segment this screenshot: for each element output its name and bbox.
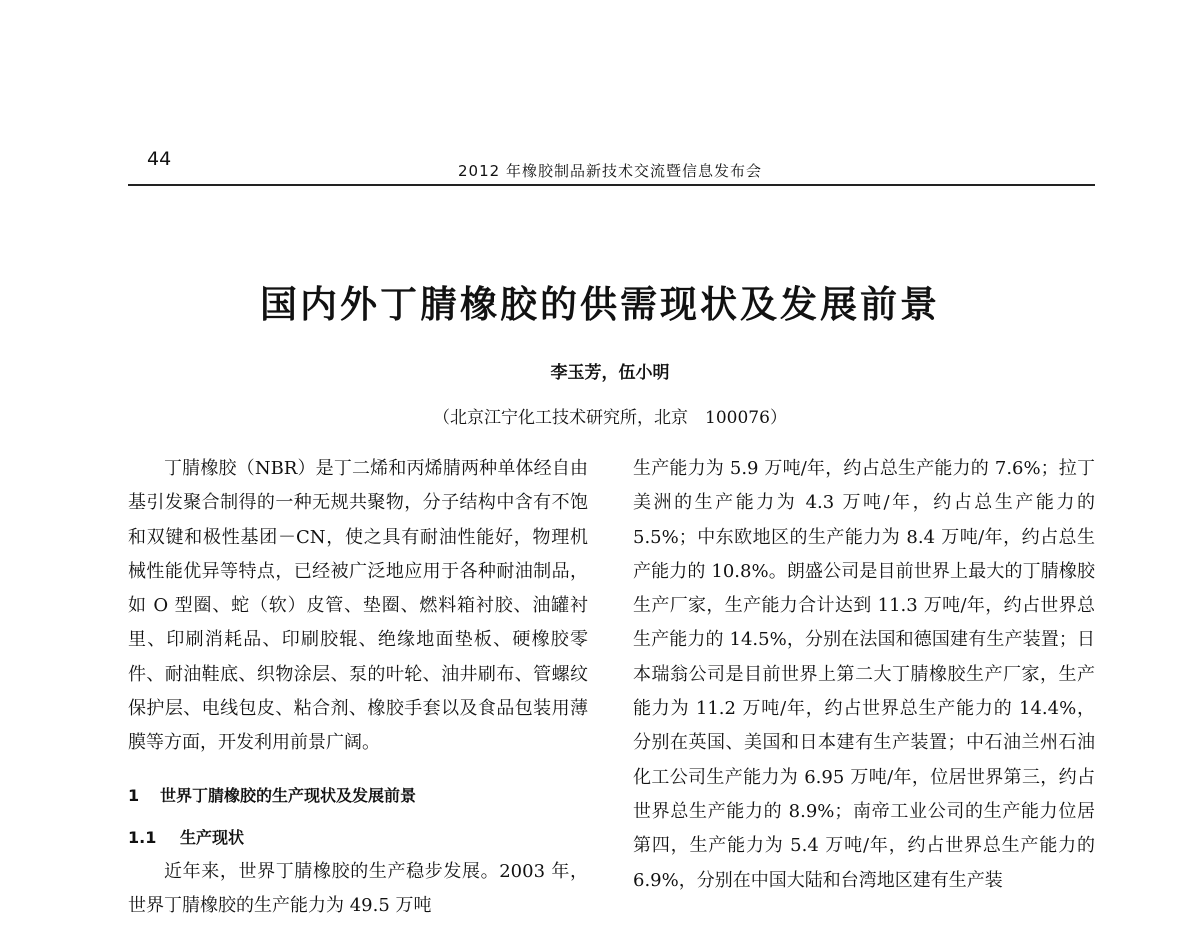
article-affiliation: （北京江宁化工技术研究所，北京 100076） bbox=[433, 408, 787, 428]
header-rule bbox=[128, 184, 1095, 186]
body-paragraph: 近年来，世界丁腈橡胶的生产稳步发展。2003 年，世界丁腈橡胶的生产能力为 49.5 万吨 bbox=[128, 860, 588, 916]
right-column bbox=[633, 452, 1095, 898]
section-number: 1 bbox=[128, 785, 140, 805]
subsection-heading bbox=[128, 821, 588, 855]
article-title: 国内外丁腈橡胶的供需现状及发展前景 bbox=[260, 283, 940, 326]
section-title: 世界丁腈橡胶的生产现状及发展前景 bbox=[160, 785, 417, 805]
page-number: 44 bbox=[147, 148, 172, 170]
intro-paragraph: 丁腈橡胶（NBR）是丁二烯和丙烯腈两种单体经自由基引发聚合制得的一种无规共聚物，分子结构中含有不饱和双键和极性基团－CN，使之具有耐油性能好，物理机械性能优异等特点，已经被广泛地应用于各种耐油制品，如 O 型圈、蛇（软）皮管、垫圈、燃料箱衬胶、油罐衬里、印刷消耗品、印刷胶辊、绝缘地面垫板、硬橡胶零件、耐油鞋底、织物涂层、泵的叶轮、油井刷布、管螺纹保护层、电线包皮、粘合剂、橡胶手套以及食品包装用薄膜等方面，开发利用前景广阔。 bbox=[128, 458, 588, 754]
continued-paragraph: 生产能力为 5.9 万吨/年，约占总生产能力的 7.6%；拉丁美洲的生产能力为 4.3 万吨/年，约占总生产能力的 5.5%；中东欧地区的生产能力为 8.4 万吨/年，约占总生产能力的 10.8%。朗盛公司是目前世界上最大的丁腈橡胶生产厂家，生产能力合计达到 11.3 万吨/年，约占世界总生产能力的 14.5%，分别在法国和德国建有生产装置；日本瑞翁公司是目前世界上第二大丁腈橡胶生产厂家，生产能力为 11.2 万吨/年，约占世界总生产能力的 14.4%，分别在英国、美国和日本建有生产装置；中石油兰州石油化工公司生产能力为 6.95 万吨/年，位居世界第三，约占世界总生产能力的 8.9%；南帝工业公司的生产能力位居第四，生产能力为 5.4 万吨/年，约占世界总生产能力的 6.9%，分别在中国大陆和台湾地区建有生产装 bbox=[633, 458, 1095, 891]
section-heading bbox=[128, 779, 588, 813]
subsection-title: 生产现状 bbox=[180, 827, 245, 847]
article-authors: 李玉芳，伍小明 bbox=[550, 363, 670, 383]
running-head: 2012 年橡胶制品新技术交流暨信息发布会 bbox=[458, 162, 762, 180]
left-column bbox=[128, 452, 588, 923]
subsection-number: 1.1 bbox=[128, 827, 157, 847]
